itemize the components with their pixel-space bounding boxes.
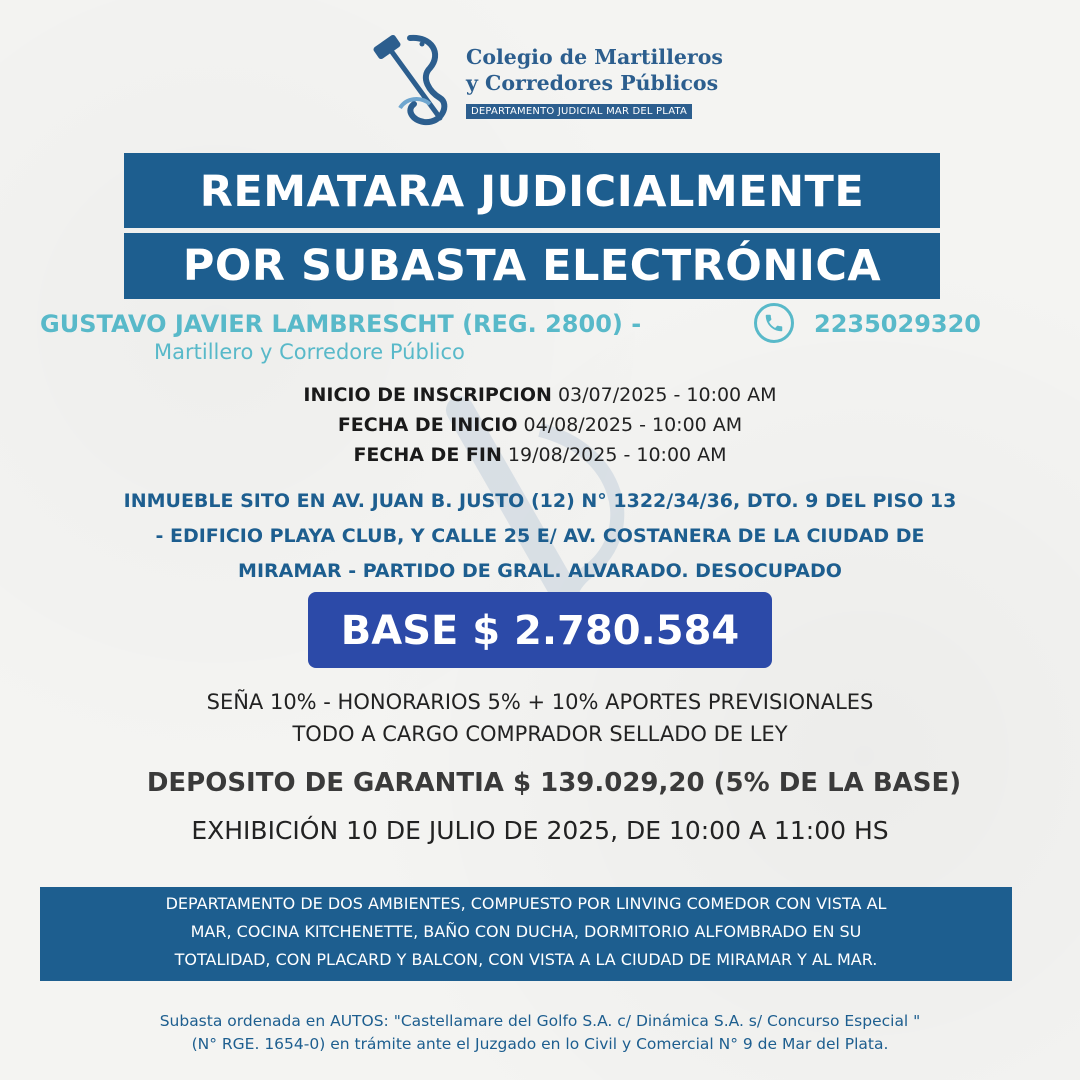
auctioneer-name: GUSTAVO JAVIER LAMBRESCHT (REG. 2800) - (40, 310, 642, 338)
address-line: INMUEBLE SITO EN AV. JUAN B. JUSTO (12) N° 1322/34/36, DTO. 9 DEL PISO 13 (123, 490, 957, 512)
legal-footer (0, 1010, 1080, 1056)
date-label: FECHA DE FIN (353, 444, 502, 466)
footer-line: (N° RGE. 1654-0) en trámite ante el Juzgado en lo Civil y Comercial N° 9 de Mar del Plata. (191, 1035, 889, 1053)
logo (370, 32, 730, 132)
description-line: DEPARTAMENTO DE DOS AMBIENTES, COMPUESTO POR LINVING COMEDOR CON VISTA AL (165, 894, 887, 913)
property-description (40, 887, 1012, 981)
description-line: TOTALIDAD, CON PLACARD Y BALCON, CON VISTA A LA CIUDAD DE MIRAMAR Y AL MAR. (174, 950, 878, 969)
fees-line: SEÑA 10% - HONORARIOS 5% + 10% APORTES PREVISIONALES (206, 690, 874, 714)
address-line: MIRAMAR - PARTIDO DE GRAL. ALVARADO. DESOCUPADO (238, 560, 842, 582)
date-label: INICIO DE INSCRIPCION (303, 384, 552, 406)
logo-line2: y Corredores Públicos (466, 71, 719, 95)
footer-line: Subasta ordenada en AUTOS: "Castellamare del Golfo S.A. c/ Dinámica S.A. s/ Concurso Especial " (159, 1012, 921, 1030)
date-value: 03/07/2025 - 10:00 AM (551, 384, 777, 406)
fees-line: TODO A CARGO COMPRADOR SELLADO DE LEY (292, 722, 788, 746)
base-price-badge: BASE $ 2.780.584 (308, 592, 772, 668)
auctioneer-role: Martillero y Corredore Público (154, 340, 465, 364)
title-banner-line1: REMATARA JUDICIALMENTE (124, 153, 940, 228)
gavel-seahorse-icon (370, 32, 460, 128)
guarantee-deposit: DEPOSITO DE GARANTIA $ 139.029,20 (5% DE LA BASE) (146, 768, 962, 798)
date-row (0, 440, 1080, 470)
title-banner-line2: POR SUBASTA ELECTRÓNICA (124, 233, 940, 299)
date-row (0, 410, 1080, 440)
date-label: FECHA DE INICIO (337, 414, 518, 436)
date-row (0, 380, 1080, 410)
logo-department: DEPARTAMENTO JUDICIAL MAR DEL PLATA (466, 104, 692, 119)
exhibition-date: EXHIBICIÓN 10 DE JULIO DE 2025, DE 10:00 A 11:00 HS (191, 816, 889, 845)
logo-line1: Colegio de Martilleros (466, 45, 723, 69)
date-value: 04/08/2025 - 10:00 AM (517, 414, 743, 436)
date-value: 19/08/2025 - 10:00 AM (501, 444, 727, 466)
logo-text (466, 44, 723, 96)
address-line: - EDIFICIO PLAYA CLUB, Y CALLE 25 E/ AV. COSTANERA DE LA CIUDAD DE (155, 525, 925, 547)
fees-block (0, 686, 1080, 750)
phone-icon (754, 303, 794, 343)
dates-block (0, 380, 1080, 470)
property-address (60, 484, 1020, 589)
description-line: MAR, COCINA KITCHENETTE, BAÑO CON DUCHA, DORMITORIO ALFOMBRADO EN SU (190, 922, 862, 941)
phone-number: 2235029320 (814, 310, 981, 338)
